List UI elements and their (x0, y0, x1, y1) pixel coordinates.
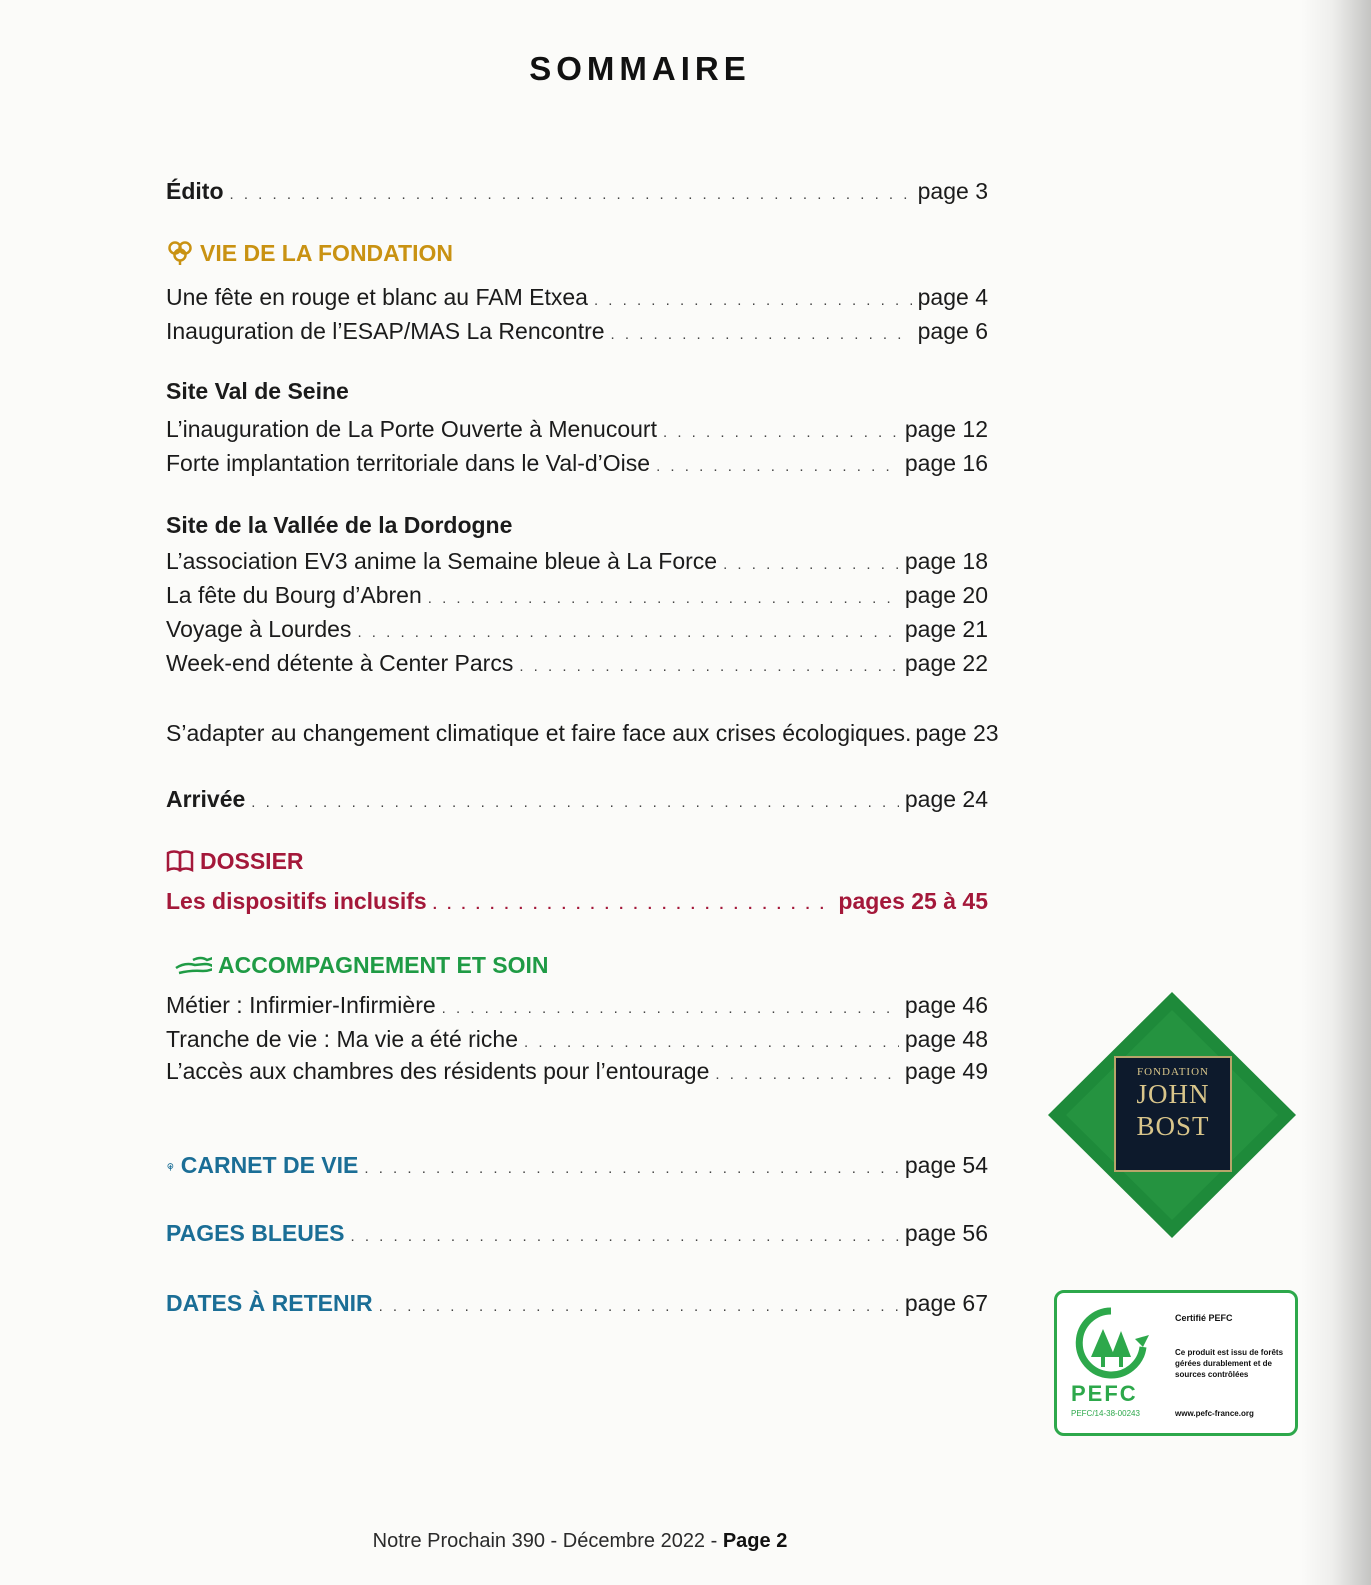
page-footer (0, 1530, 1160, 1553)
toc-entry[interactable] (166, 614, 988, 648)
pefc-url: www.pefc-france.org (1175, 1409, 1254, 1418)
leader-dots (428, 584, 899, 614)
subsection-heading-val-de-seine: Site Val de Seine (166, 378, 349, 404)
toc-page: page 12 (904, 416, 988, 442)
leader-dots (611, 320, 912, 350)
leader-dots (519, 652, 899, 682)
toc-page: page 16 (904, 450, 988, 476)
toc-page: page 56 (904, 1220, 988, 1246)
footer-text: Notre Prochain 390 - Décembre 2022 - (372, 1530, 723, 1552)
section-heading-vie-fondation (166, 238, 453, 268)
pefc-tree-icon (1071, 1307, 1151, 1379)
toc-entry[interactable] (166, 546, 988, 580)
toc-entry[interactable] (166, 1024, 988, 1058)
leader-dots (357, 618, 898, 648)
leader-dots (715, 1060, 898, 1090)
logo-line-john: JOHN (1136, 1079, 1210, 1109)
toc-entry[interactable] (166, 448, 988, 482)
toc-label: Une fête en rouge et blanc au FAM Etxea (166, 284, 588, 310)
toc-label: L’inauguration de La Porte Ouverte à Menucourt (166, 416, 657, 442)
toc-page: page 46 (904, 992, 988, 1018)
toc-entry-carnet[interactable] (166, 1150, 988, 1184)
toc-page: page 6 (917, 318, 988, 344)
toc-label: L’accès aux chambres des résidents pour l’entourage (166, 1058, 710, 1084)
toc-page: page 23 (915, 720, 999, 746)
leader-dots (594, 286, 912, 316)
section-heading-dossier (166, 846, 304, 876)
toc-label: DATES À RETENIR (166, 1290, 373, 1316)
toc-page: page 18 (904, 548, 988, 574)
leader-dots (524, 1028, 899, 1058)
section-heading-text: DOSSIER (200, 848, 304, 874)
toc-page: page 24 (904, 786, 988, 812)
toc-label: Week-end détente à Center Parcs (166, 650, 514, 676)
leader-dots (656, 452, 899, 482)
tree-icon (166, 1154, 175, 1180)
section-heading-text: ACCOMPAGNEMENT ET SOIN (218, 952, 549, 978)
toc-page: page 22 (904, 650, 988, 676)
pefc-name: PEFC (1071, 1381, 1138, 1406)
book-icon (166, 848, 194, 874)
leader-dots (351, 1222, 899, 1252)
toc-label: Les dispositifs inclusifs (166, 888, 427, 914)
pefc-code: PEFC/14-38-00243 (1071, 1409, 1140, 1418)
toc-entry[interactable] (166, 316, 988, 350)
toc-page: page 4 (917, 284, 988, 310)
toc-label: La fête du Bourg d’Abren (166, 582, 422, 608)
toc-label: S’adapter au changement climatique et faire face aux crises écologiques. (166, 720, 912, 746)
subsection-heading-dordogne: Site de la Vallée de la Dordogne (166, 512, 513, 538)
toc-entry-climat[interactable] (166, 718, 999, 748)
toc-page: page 3 (917, 178, 988, 204)
toc-entry-edito[interactable] (166, 176, 988, 210)
pefc-certification-badge (1054, 1290, 1298, 1436)
leader-dots (723, 550, 899, 580)
leader-dots (663, 418, 899, 448)
toc-page: page 67 (904, 1290, 988, 1316)
toc-entry[interactable] (166, 282, 988, 316)
toc-label: Inauguration de l’ESAP/MAS La Rencontre (166, 318, 605, 344)
toc-entry-pages-bleues[interactable] (166, 1218, 988, 1252)
page-edge-shadow (1301, 0, 1371, 1585)
footer-page-number: Page 2 (722, 1530, 788, 1552)
toc-label: Métier : Infirmier-Infirmière (166, 992, 436, 1018)
page-title: SOMMAIRE (529, 50, 751, 87)
toc-entry[interactable] (166, 648, 988, 682)
section-heading-text: VIE DE LA FONDATION (200, 240, 453, 266)
leader-dots (433, 890, 833, 920)
toc-label: Édito (166, 178, 224, 204)
toc-entry[interactable] (166, 1056, 988, 1090)
leader-dots (251, 788, 899, 818)
leader-dots (230, 180, 912, 210)
toc-label: L’association EV3 anime la Semaine bleue à La Force (166, 548, 718, 574)
leader-dots (379, 1292, 899, 1322)
john-bost-logo-box (1114, 1056, 1232, 1172)
toc-page: page 54 (904, 1152, 988, 1178)
toc-label: Tranche de vie : Ma vie a été riche (166, 1026, 518, 1052)
toc-page: page 49 (904, 1058, 988, 1084)
logo-line-fondation: FONDATION (1137, 1066, 1209, 1078)
section-heading-accompagnement (166, 950, 549, 980)
pefc-certified-label: Certifié PEFC (1175, 1313, 1233, 1323)
toc-entry-dates[interactable] (166, 1288, 988, 1322)
toc-page: page 48 (904, 1026, 988, 1052)
toc-label: Voyage à Lourdes (166, 616, 352, 642)
toc-label: PAGES BLEUES (166, 1220, 345, 1246)
toc-page: page 21 (904, 616, 988, 642)
toc-entry-dossier[interactable] (166, 886, 988, 920)
toc-entry[interactable] (166, 990, 988, 1024)
toc-entry[interactable] (166, 580, 988, 614)
toc-label: Arrivée (166, 786, 246, 812)
toc-page: pages 25 à 45 (838, 888, 988, 914)
toc-entry[interactable] (166, 414, 988, 448)
pefc-description: Ce produit est issu de forêts gérées durablement et de sources contrôlées (1175, 1348, 1284, 1379)
john-bost-logo (1046, 990, 1298, 1240)
toc-page: page 20 (904, 582, 988, 608)
helping-hand-icon (166, 952, 212, 978)
leader-dots (364, 1154, 898, 1184)
flower-icon (166, 240, 194, 266)
leader-dots (442, 994, 899, 1024)
toc-label: Forte implantation territoriale dans le Val-d’Oise (166, 450, 651, 476)
toc-entry-arrivee[interactable] (166, 784, 988, 818)
toc-label: CARNET DE VIE (180, 1152, 359, 1178)
logo-line-bost: BOST (1136, 1111, 1210, 1141)
